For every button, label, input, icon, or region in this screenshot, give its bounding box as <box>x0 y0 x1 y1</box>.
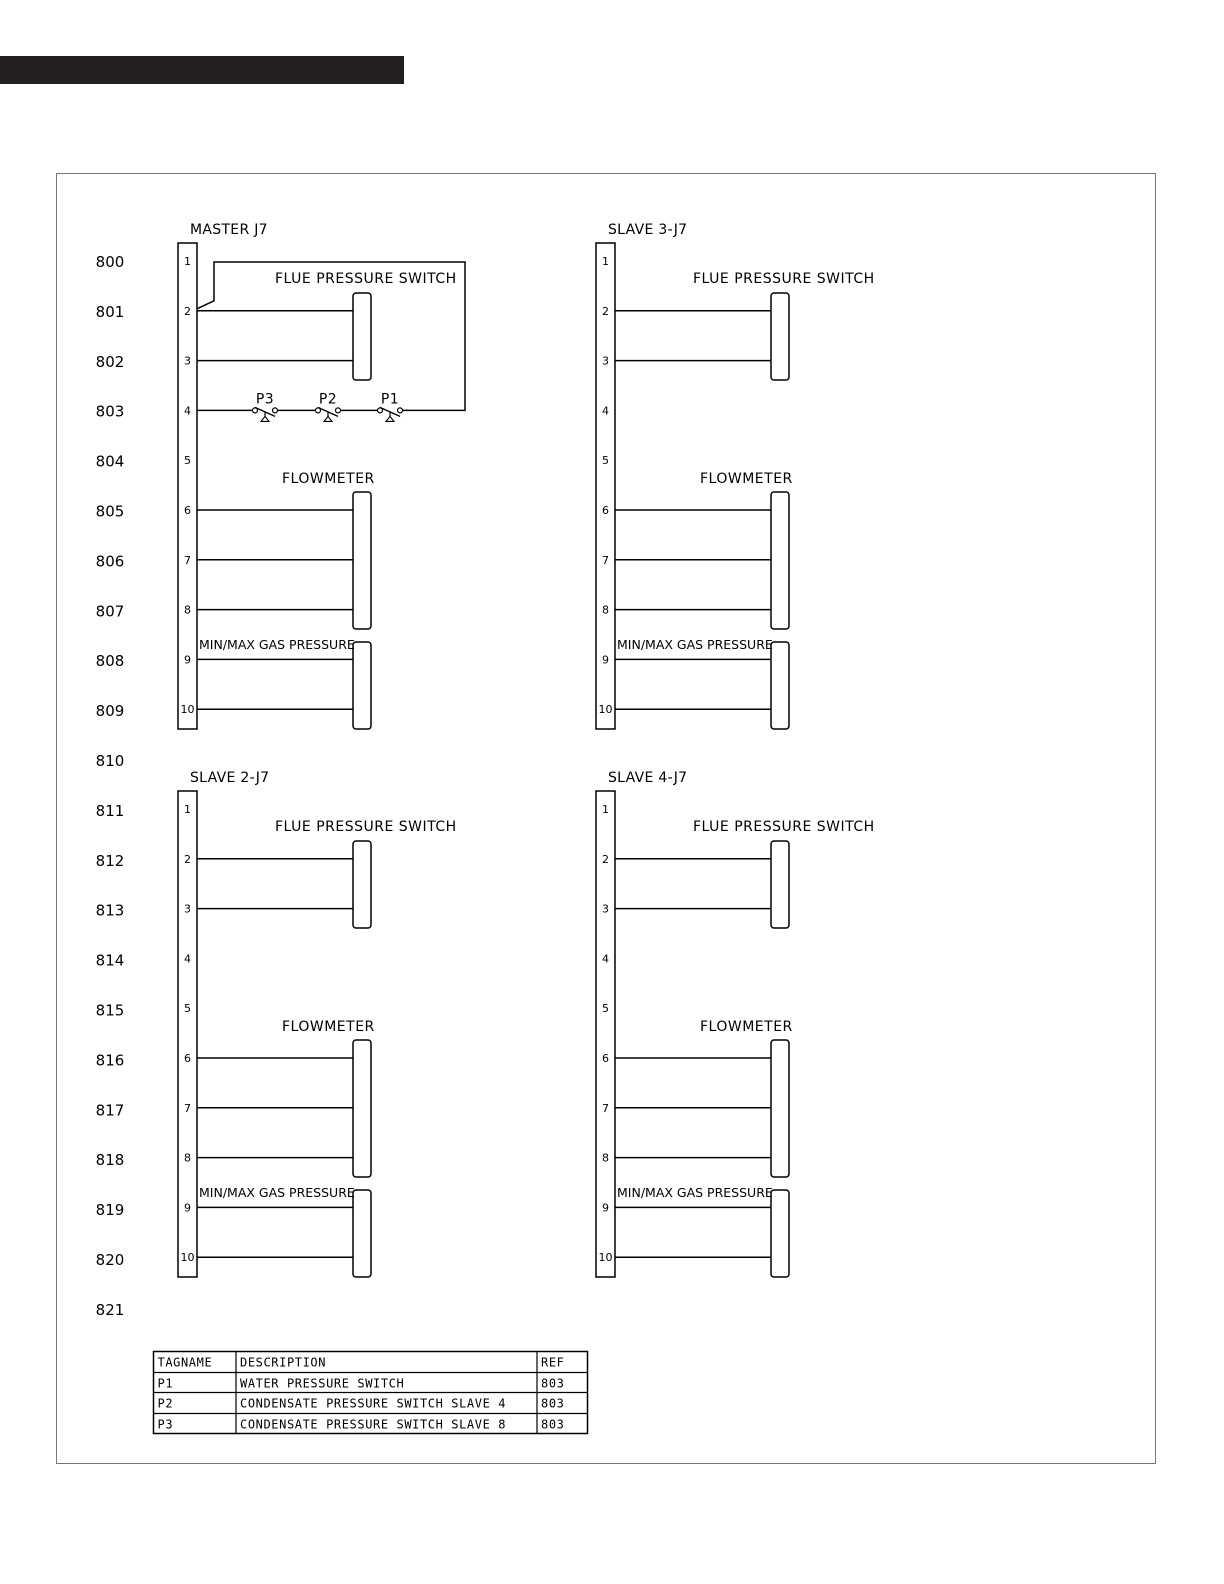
pin-number: 6 <box>602 504 609 517</box>
pin-number: 8 <box>602 603 609 617</box>
table-cell: 803 <box>541 1376 565 1391</box>
pin-number: 3 <box>184 354 191 368</box>
flue-pressure-switch-device <box>771 293 789 380</box>
gas-pressure-label: MIN/MAX GAS PRESSURE <box>199 1185 355 1200</box>
pin-number: 4 <box>184 404 191 418</box>
flowmeter-label: FLOWMETER <box>282 471 375 487</box>
row-number: 807 <box>95 602 125 621</box>
row-number: 808 <box>95 652 125 671</box>
table-cell: P1 <box>157 1376 174 1391</box>
flue-pressure-switch-device <box>771 841 789 928</box>
row-number: 817 <box>95 1101 125 1120</box>
flue-pressure-switch-label: FLUE PRESSURE SWITCH <box>693 819 875 835</box>
table-cell: CONDENSATE PRESSURE SWITCH SLAVE 4 <box>240 1396 507 1411</box>
switch-contact <box>273 408 278 413</box>
connector-block-master <box>178 222 465 729</box>
table-cell: CONDENSATE PRESSURE SWITCH SLAVE 8 <box>240 1417 507 1432</box>
flue-pressure-switch-label: FLUE PRESSURE SWITCH <box>693 271 875 287</box>
pin-number: 1 <box>602 803 609 816</box>
row-number: 819 <box>95 1201 125 1220</box>
pin-number: 1 <box>602 255 609 268</box>
table-cell: 803 <box>541 1396 565 1411</box>
pin-number: 6 <box>184 1052 191 1065</box>
pin-number: 7 <box>184 1101 191 1115</box>
tag-table <box>154 1352 588 1434</box>
table-cell: WATER PRESSURE SWITCH <box>240 1376 405 1391</box>
pin-number: 8 <box>602 1151 609 1165</box>
pin-number: 2 <box>184 304 191 318</box>
pin-number: 6 <box>184 504 191 517</box>
pin-number: 3 <box>602 354 609 368</box>
pin-number: 4 <box>184 952 191 966</box>
pin-number: 6 <box>602 1052 609 1065</box>
pin-number: 10 <box>598 703 613 717</box>
flowmeter-label: FLOWMETER <box>700 1019 793 1035</box>
pin-number: 10 <box>598 1251 613 1265</box>
row-number-column <box>96 253 125 1319</box>
gas-pressure-device <box>353 642 371 729</box>
pressure-symbol-icon <box>324 416 332 421</box>
block-title: SLAVE 4-J7 <box>608 770 688 786</box>
row-number: 810 <box>95 752 125 770</box>
pin-number: 9 <box>184 1201 191 1215</box>
row-number: 806 <box>95 552 125 571</box>
row-number: 815 <box>95 1001 125 1020</box>
flowmeter-label: FLOWMETER <box>700 471 793 487</box>
row-number: 821 <box>95 1300 125 1319</box>
pin-number: 3 <box>184 902 191 916</box>
switch-contact <box>336 408 341 413</box>
row-number: 818 <box>95 1151 125 1170</box>
row-number: 801 <box>95 302 125 321</box>
row-number: 803 <box>95 402 125 421</box>
pin-number: 9 <box>602 1201 609 1215</box>
pin-number: 5 <box>602 1002 609 1016</box>
gas-pressure-device <box>771 1190 789 1277</box>
pressure-switch-p2 <box>316 391 341 421</box>
row-number: 812 <box>95 851 125 870</box>
row-number: 816 <box>95 1051 125 1070</box>
connector-blocks <box>178 222 875 1277</box>
gas-pressure-device <box>771 642 789 729</box>
flowmeter-label: FLOWMETER <box>282 1019 375 1035</box>
connector-block-slave3 <box>596 222 875 729</box>
row-number: 800 <box>95 253 125 271</box>
block-title: MASTER J7 <box>190 222 268 238</box>
pressure-symbol-icon <box>261 416 269 421</box>
flue-pressure-switch-label: FLUE PRESSURE SWITCH <box>275 271 457 287</box>
row-number: 802 <box>95 352 125 371</box>
gas-pressure-label: MIN/MAX GAS PRESSURE <box>199 637 355 652</box>
connector-block-slave2 <box>178 770 457 1277</box>
connector-block-slave4 <box>596 770 875 1277</box>
table-cell: P3 <box>157 1417 174 1432</box>
pin-number: 8 <box>184 603 191 617</box>
table-cell: 803 <box>541 1417 565 1432</box>
pin-number: 5 <box>184 454 191 468</box>
table-cell: P2 <box>157 1396 174 1411</box>
flowmeter-device <box>771 1040 789 1177</box>
gas-pressure-label: MIN/MAX GAS PRESSURE <box>617 1185 773 1200</box>
switch-tag: P2 <box>318 391 338 408</box>
flowmeter-device <box>353 492 371 629</box>
pin-number: 4 <box>602 404 609 418</box>
row-number: 814 <box>95 951 125 970</box>
block-title: SLAVE 2-J7 <box>190 770 270 786</box>
row-number: 804 <box>95 452 125 471</box>
pin-number: 5 <box>184 1002 191 1016</box>
flowmeter-device <box>353 1040 371 1177</box>
switch-contact <box>398 408 403 413</box>
pressure-switch-p3 <box>253 391 278 421</box>
pin-number: 10 <box>180 1251 195 1265</box>
flue-pressure-switch-device <box>353 293 371 380</box>
pin-number: 7 <box>602 553 609 567</box>
pin-number: 2 <box>602 852 609 866</box>
pin-number: 10 <box>180 703 195 717</box>
row-number: 809 <box>95 702 125 721</box>
table-header: TAGNAME <box>157 1355 213 1370</box>
pin-number: 7 <box>602 1101 609 1115</box>
pin-number: 5 <box>602 454 609 468</box>
flowmeter-device <box>771 492 789 629</box>
pin-number: 2 <box>602 304 609 318</box>
pin-number: 4 <box>602 952 609 966</box>
pin-number: 3 <box>602 902 609 916</box>
row-number: 820 <box>95 1251 125 1269</box>
pin-number: 7 <box>184 553 191 567</box>
pin-number: 9 <box>184 653 191 667</box>
pin-number: 1 <box>184 255 191 268</box>
row-number: 811 <box>95 801 125 820</box>
pressure-switch-p1 <box>378 391 403 421</box>
pin-number: 1 <box>184 803 191 816</box>
row-number: 813 <box>95 901 125 920</box>
gas-pressure-label: MIN/MAX GAS PRESSURE <box>617 637 773 652</box>
switch-tag: P3 <box>255 391 275 408</box>
gas-pressure-device <box>353 1190 371 1277</box>
pin-number: 9 <box>602 653 609 667</box>
pin-number: 2 <box>184 852 191 866</box>
pressure-symbol-icon <box>386 416 394 421</box>
flue-pressure-switch-label: FLUE PRESSURE SWITCH <box>275 819 457 835</box>
row-number: 805 <box>95 502 125 521</box>
table-header: REF <box>541 1355 565 1370</box>
flue-pressure-switch-device <box>353 841 371 928</box>
pin-number: 8 <box>184 1151 191 1165</box>
switch-tag: P1 <box>380 391 400 408</box>
table-header: DESCRIPTION <box>240 1355 327 1370</box>
block-title: SLAVE 3-J7 <box>608 222 688 238</box>
